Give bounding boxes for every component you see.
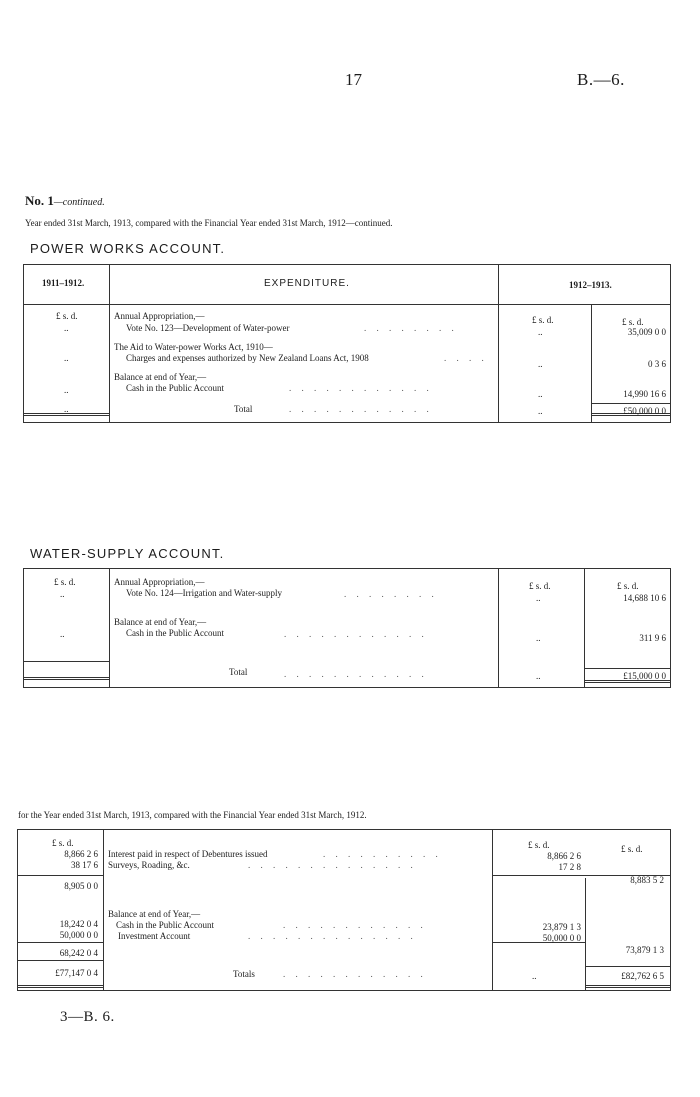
nil-mark: .. — [64, 353, 69, 363]
totals-label: Totals — [233, 969, 255, 979]
amount: 35,009 0 0 — [627, 327, 666, 337]
currency-header: £ s. d. — [621, 844, 643, 854]
amount: 8,866 2 6 — [547, 851, 581, 861]
row-heading: Balance at end of Year,— — [114, 617, 207, 627]
total-amount: £77,147 0 4 — [55, 968, 98, 978]
amount: 311 9 6 — [639, 633, 666, 643]
subtotal: 8,905 0 0 — [64, 881, 98, 891]
total-label: Total — [234, 404, 253, 414]
row-label: Investment Account — [118, 931, 191, 941]
currency-header: £ s. d. — [56, 311, 78, 321]
total-amount: £15,000 0 0 — [623, 671, 666, 681]
nil-mark: .. — [538, 327, 543, 337]
row-heading: Annual Appropriation,— — [114, 311, 205, 321]
nil-mark: .. — [538, 359, 543, 369]
row-heading: Annual Appropriation,— — [114, 577, 205, 587]
nil-mark: .. — [60, 629, 65, 639]
subtotal: 68,242 0 4 — [59, 948, 98, 958]
subtotal: 73,879 1 3 — [625, 945, 664, 955]
row-heading: Balance at end of Year,— — [108, 909, 201, 919]
nil-mark: .. — [536, 633, 541, 643]
water-supply-title: WATER-SUPPLY ACCOUNT. — [30, 546, 225, 561]
amount: 50,000 0 0 — [59, 930, 98, 940]
nil-mark: .. — [536, 671, 541, 681]
row-label: Interest paid in respect of Debentures issued — [108, 849, 268, 859]
column-1911-1912: 1911–1912. — [42, 278, 85, 288]
amount: 18,242 0 4 — [59, 919, 98, 929]
amount: 38 17 6 — [71, 860, 98, 870]
total-amount: £82,762 6 5 — [621, 971, 664, 981]
total-amount: £50,000 0 0 — [623, 406, 666, 416]
amount: 14,990 16 6 — [623, 389, 666, 399]
nil-mark: .. — [532, 971, 537, 981]
amount: 14,688 10 6 — [623, 593, 666, 603]
amount: 23,879 1 3 — [542, 922, 581, 932]
power-works-title: POWER WORKS ACCOUNT. — [30, 241, 226, 256]
water-supply-table: £ s. d. .. .. Annual Appropriation,— Vote No. 124—Irrigation and Water-supply Balance at end of Year,— Cash in the Public Account Total . . . . . . . . . . . . . . . . . . . . . . . . . . . . . . . . £ s. d. .. .. .. £ s. d. 14,688 10 6 311 9 6 £15,000 0 0 — [23, 568, 671, 688]
currency-header: £ s. d. — [528, 840, 550, 850]
row-label: Vote No. 124—Irrigation and Water-supply — [126, 588, 282, 598]
row-label: Cash in the Public Account — [126, 383, 224, 393]
period-line-1: Year ended 31st March, 1913, compared with the Financial Year ended 31st March, 1912—continued. — [25, 218, 393, 228]
power-works-table: 1911–1912. EXPENDITURE. 1912–1913. £ s. d. .. .. .. .. Annual Appropriation,— Vote No. 123—Development of Water-power The Aid to Water-power Works Act, 1910— Charges and expenses authorized by New Zealand Loans Act, 1908 Balance at end of Year,— Cash in the Public Account Total . . . . . . . . . . . . . . . . . . . . . . . . . . . . . . . . . . . . £ s. d. .. .. .. .. £ s. d. 35,009 0 0 0 3 6 14,990 16 6 £50,000 0 0 — [23, 264, 671, 423]
page-number: 17 — [345, 70, 362, 89]
column-1912-1913: 1912–1913. — [569, 280, 612, 290]
amount: 8,866 2 6 — [64, 849, 98, 859]
row-label: Cash in the Public Account — [126, 628, 224, 638]
currency-header: £ s. d. — [529, 581, 551, 591]
nil-mark: .. — [538, 406, 543, 416]
row-heading: The Aid to Water-power Works Act, 1910— — [114, 342, 273, 352]
amount: 0 3 6 — [648, 359, 666, 369]
amount: 17 2 8 — [558, 862, 581, 872]
loans-account-table: £ s. d. 8,866 2 6 38 17 6 8,905 0 0 18,242 0 4 50,000 0 0 68,242 0 4 £77,147 0 4 Interest paid in respect of Debentures issued Surveys, Roading, &c. Balance at end of Year,— Cash in the Public Account Investment Account Totals . . . . . . . . . . . . . . . . . . . . . . . . . . . . . . . . . . . . . . . . . . . . . . . . . . . . . . . . . . . . . . £ s. d. 8,866 2 6 17 2 8 23,879 1 3 50,000 0 0 .. £ s. d. 8,883 5 2 73,879 1 3 £82,762 6 5 — [17, 829, 671, 991]
document-reference: B.—6. — [577, 70, 625, 89]
currency-header: £ s. d. — [617, 581, 639, 591]
nil-mark: .. — [538, 389, 543, 399]
period-line-2: for the Year ended 31st March, 1913, compared with the Financial Year ended 31st March, 1912. — [18, 810, 367, 820]
currency-header: £ s. d. — [622, 317, 644, 327]
nil-mark: .. — [64, 404, 69, 414]
footer-signature: 3—B. 6. — [60, 1009, 115, 1025]
currency-header: £ s. d. — [52, 838, 74, 848]
row-heading: Balance at end of Year,— — [114, 372, 207, 382]
row-label: Surveys, Roading, &c. — [108, 860, 190, 870]
subtotal: 8,883 5 2 — [630, 875, 664, 885]
nil-mark: .. — [536, 593, 541, 603]
amount: 50,000 0 0 — [542, 933, 581, 943]
currency-header: £ s. d. — [54, 577, 76, 587]
statement-number: No. 1—continued. — [25, 193, 105, 208]
nil-mark: .. — [60, 589, 65, 599]
row-label: Cash in the Public Account — [116, 920, 214, 930]
row-label: Charges and expenses authorized by New Zealand Loans Act, 1908 — [126, 353, 369, 363]
row-label: Vote No. 123—Development of Water-power — [126, 323, 290, 333]
column-expenditure: EXPENDITURE. — [264, 278, 350, 289]
total-label: Total — [229, 667, 248, 677]
nil-mark: .. — [64, 385, 69, 395]
nil-mark: .. — [64, 323, 69, 333]
currency-header: £ s. d. — [532, 315, 554, 325]
